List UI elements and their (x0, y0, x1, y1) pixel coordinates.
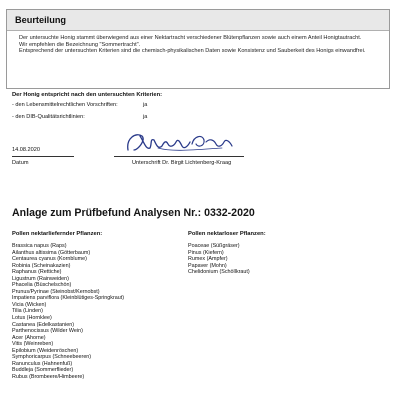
pollen-list-item: Raphanus (Rettiche) (12, 269, 62, 276)
pollen-list-item: Castanea (Edelkastanien) (12, 321, 75, 328)
pollen-list-item: Tilia (Linden) (12, 308, 43, 315)
criteria-heading: Der Honig entspricht nach den untersuchten Kriterien: (12, 92, 163, 98)
anlage-title: Anlage zum Prüfbefund Analysen Nr.: 0332-2020 (12, 207, 255, 219)
pollen-list-item: Impatiens parviflora (Kleinblütiges-Springkraut) (12, 295, 125, 302)
pollen-list-item: Vicia (Wicken) (12, 301, 47, 308)
pollen-list-item: Prunus/Pyrinae (Steinobst/Kernobst) (12, 288, 100, 295)
criteria-value: ja (143, 114, 148, 120)
pollen-list-item: Ailanthus altissima (Götterbaum) (12, 249, 91, 256)
signature-line (114, 156, 244, 157)
non-nectar-plants-heading: Pollen nektarloser Pflanzen: (188, 231, 266, 237)
date-line (12, 156, 74, 157)
pollen-list-item: Symphoricarpus (Schneebeeren) (12, 354, 92, 361)
pollen-list-item: Parthenocissus (Wilder Wein) (12, 328, 83, 335)
pollen-list-item: Robinia (Scheinakazien) (12, 262, 71, 269)
pollen-list-item: Lotus (Hornklee) (12, 315, 52, 322)
criteria-label: - den Lebensmittelrechtlichen Vorschriften: (12, 102, 118, 108)
pollen-list-item: Buddleja (Sommerflieder) (12, 367, 74, 374)
criteria-label: - den DIB-Qualitätsrichtlinien: (12, 114, 85, 120)
criteria-row-food-law (12, 102, 272, 108)
criteria-value: ja (143, 102, 148, 108)
date-value: 14.08.2020 (12, 147, 40, 153)
pollen-list-item: Ligustrum (Rainweiden) (12, 275, 69, 282)
handwritten-signature (122, 128, 242, 158)
beurteilung-paragraph-3: Entsprechend der untersuchten Kriterien sind die chemisch-physikalischen Daten sowie Konsistenz und Sauberkeit des Honigs einwandfrei. (19, 48, 366, 55)
pollen-list-item: Vitis (Weinreben) (12, 341, 54, 348)
pollen-list-item: Centaurea cyanus (Kornblume) (12, 256, 87, 263)
pollen-list-item: Pinus (Kiefern) (188, 249, 224, 256)
pollen-list-item: Papaver (Mohn) (188, 262, 227, 269)
pollen-list-item: Phacelia (Büschelschön) (12, 282, 72, 289)
beurteilung-paragraph-1: Der untersuchte Honig stammt überwiegend aus einer Nektartracht verschiedener Blütenpflanzen sowie auch einem Anteil Honigtautracht. (19, 35, 362, 41)
nectar-plants-list (12, 243, 124, 380)
pollen-list-item: Brassica napus (Raps) (12, 243, 67, 249)
beurteilung-paragraph-2: Wir empfehlen die Bezeichnung "Sommertracht". (19, 41, 141, 48)
date-caption: Datum (12, 160, 29, 166)
beurteilung-title: Beurteilung (7, 10, 389, 31)
pollen-list-item: Chelidonium (Schöllkraut) (188, 269, 250, 276)
pollen-list-item: Poaceae (Süßgräser) (188, 243, 240, 249)
non-nectar-plants-list (188, 243, 250, 276)
pollen-list-item: Epilobium (Weidenröschen) (12, 347, 79, 354)
signature-caption: Unterschrift Dr. Birgit Lichtenberg-Kraag (132, 160, 232, 166)
pollen-list-item: Rubus (Brombeere/Himbeere) (12, 373, 85, 380)
nectar-plants-heading: Pollen nektarliefernder Pflanzen: (12, 231, 103, 237)
beurteilung-text (7, 31, 389, 55)
pollen-list-item: Rumex (Ampfer) (188, 256, 228, 263)
pollen-list-item: Ranunculus (Hahnenfuß) (12, 360, 73, 367)
beurteilung-box (6, 9, 390, 89)
pollen-list-item: Acer (Ahorne) (12, 334, 46, 341)
criteria-row-dib (12, 114, 272, 120)
